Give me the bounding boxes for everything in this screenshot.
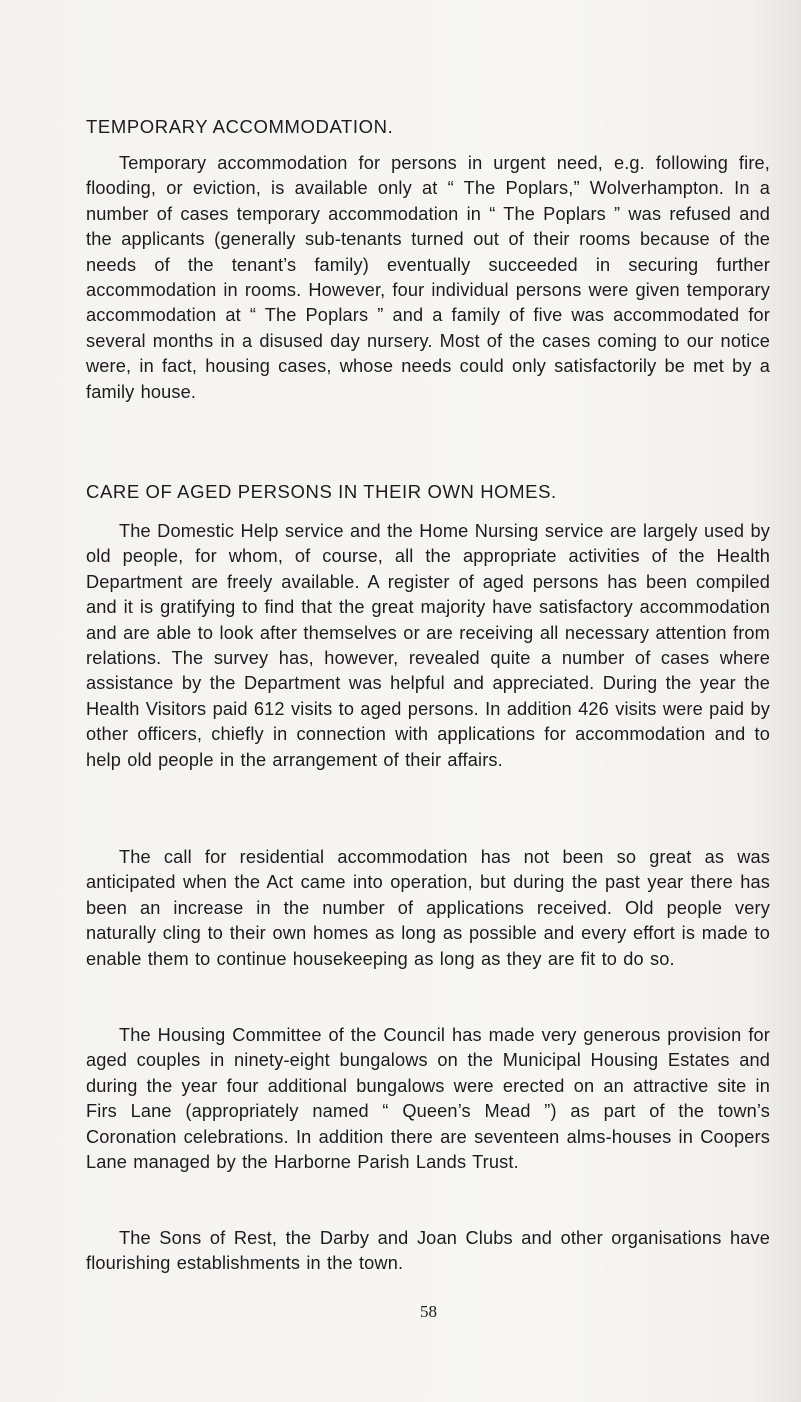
paragraph-housing-committee: The Housing Committee of the Council has made very generous provision for aged couples in ninety-eight bungalows on the Municipal Housing Estates and during the year four additional bungalows were erected on an attractive site in Firs Lane (appropriately named “ Queen’s Mead ”) as part of the town’s Coronation celebrations. In addition there are seventeen alms-houses in Coopers Lane managed by the Harborne Parish Lands Trust.	[86, 1025, 770, 1173]
paragraph-domestic-help: The Domestic Help service and the Home Nursing service are largely used by old people, for whom, of course, all the appropriate activities of the Health Department are freely available. A register of aged persons has been compiled and it is gratifying to find that the great majority have satisfactory accommodation and are able to look after themselves or are receiving all necessary attention from relations. The survey has, however, revealed quite a number of cases where assistance by the Department was helpful and appreciated. During the year the Health Visitors paid 612 visits to aged persons. In addition 426 visits were paid by other officers, chiefly in connection with applications for accommodation and to help old people in the arrangement of their affairs.	[86, 521, 770, 770]
page-number: 58	[420, 1302, 437, 1321]
section-heading-care-of-aged-persons: CARE OF AGED PERSONS IN THEIR OWN HOMES.	[86, 481, 557, 502]
paragraph-residential-accommodation: The call for residential accommodation has not been so great as was anticipated when the Act came into operation, but during the past year there has been an increase in the number of applications received. Old people very naturally cling to their own homes as long as possible and every effort is made to enable them to continue housekeeping as long as they are fit to do so.	[86, 847, 770, 969]
section-heading-temporary-accommodation: TEMPORARY ACCOMMODATION.	[86, 116, 394, 137]
paragraph-sons-of-rest: The Sons of Rest, the Darby and Joan Clubs and other organisations have flourishing establishments in the town.	[86, 1228, 770, 1274]
paragraph-temporary-accommodation: Temporary accommodation for persons in urgent need, e.g. following fire, flooding, or eviction, is available only at “ The Poplars,” Wolverhampton. In a number of cases temporary accommodation in “ The Poplars ” was refused and the applicants (generally sub-tenants turned out of their rooms because of the needs of the tenant’s family) eventually succeeded in securing further accommodation in rooms. However, four individual persons were given temporary accommodation at “ The Poplars ” and a family of five was accommodated for several months in a disused day nursery. Most of the cases coming to our notice were, in fact, housing cases, whose needs could only satisfactorily be met by a family house.	[86, 153, 770, 402]
